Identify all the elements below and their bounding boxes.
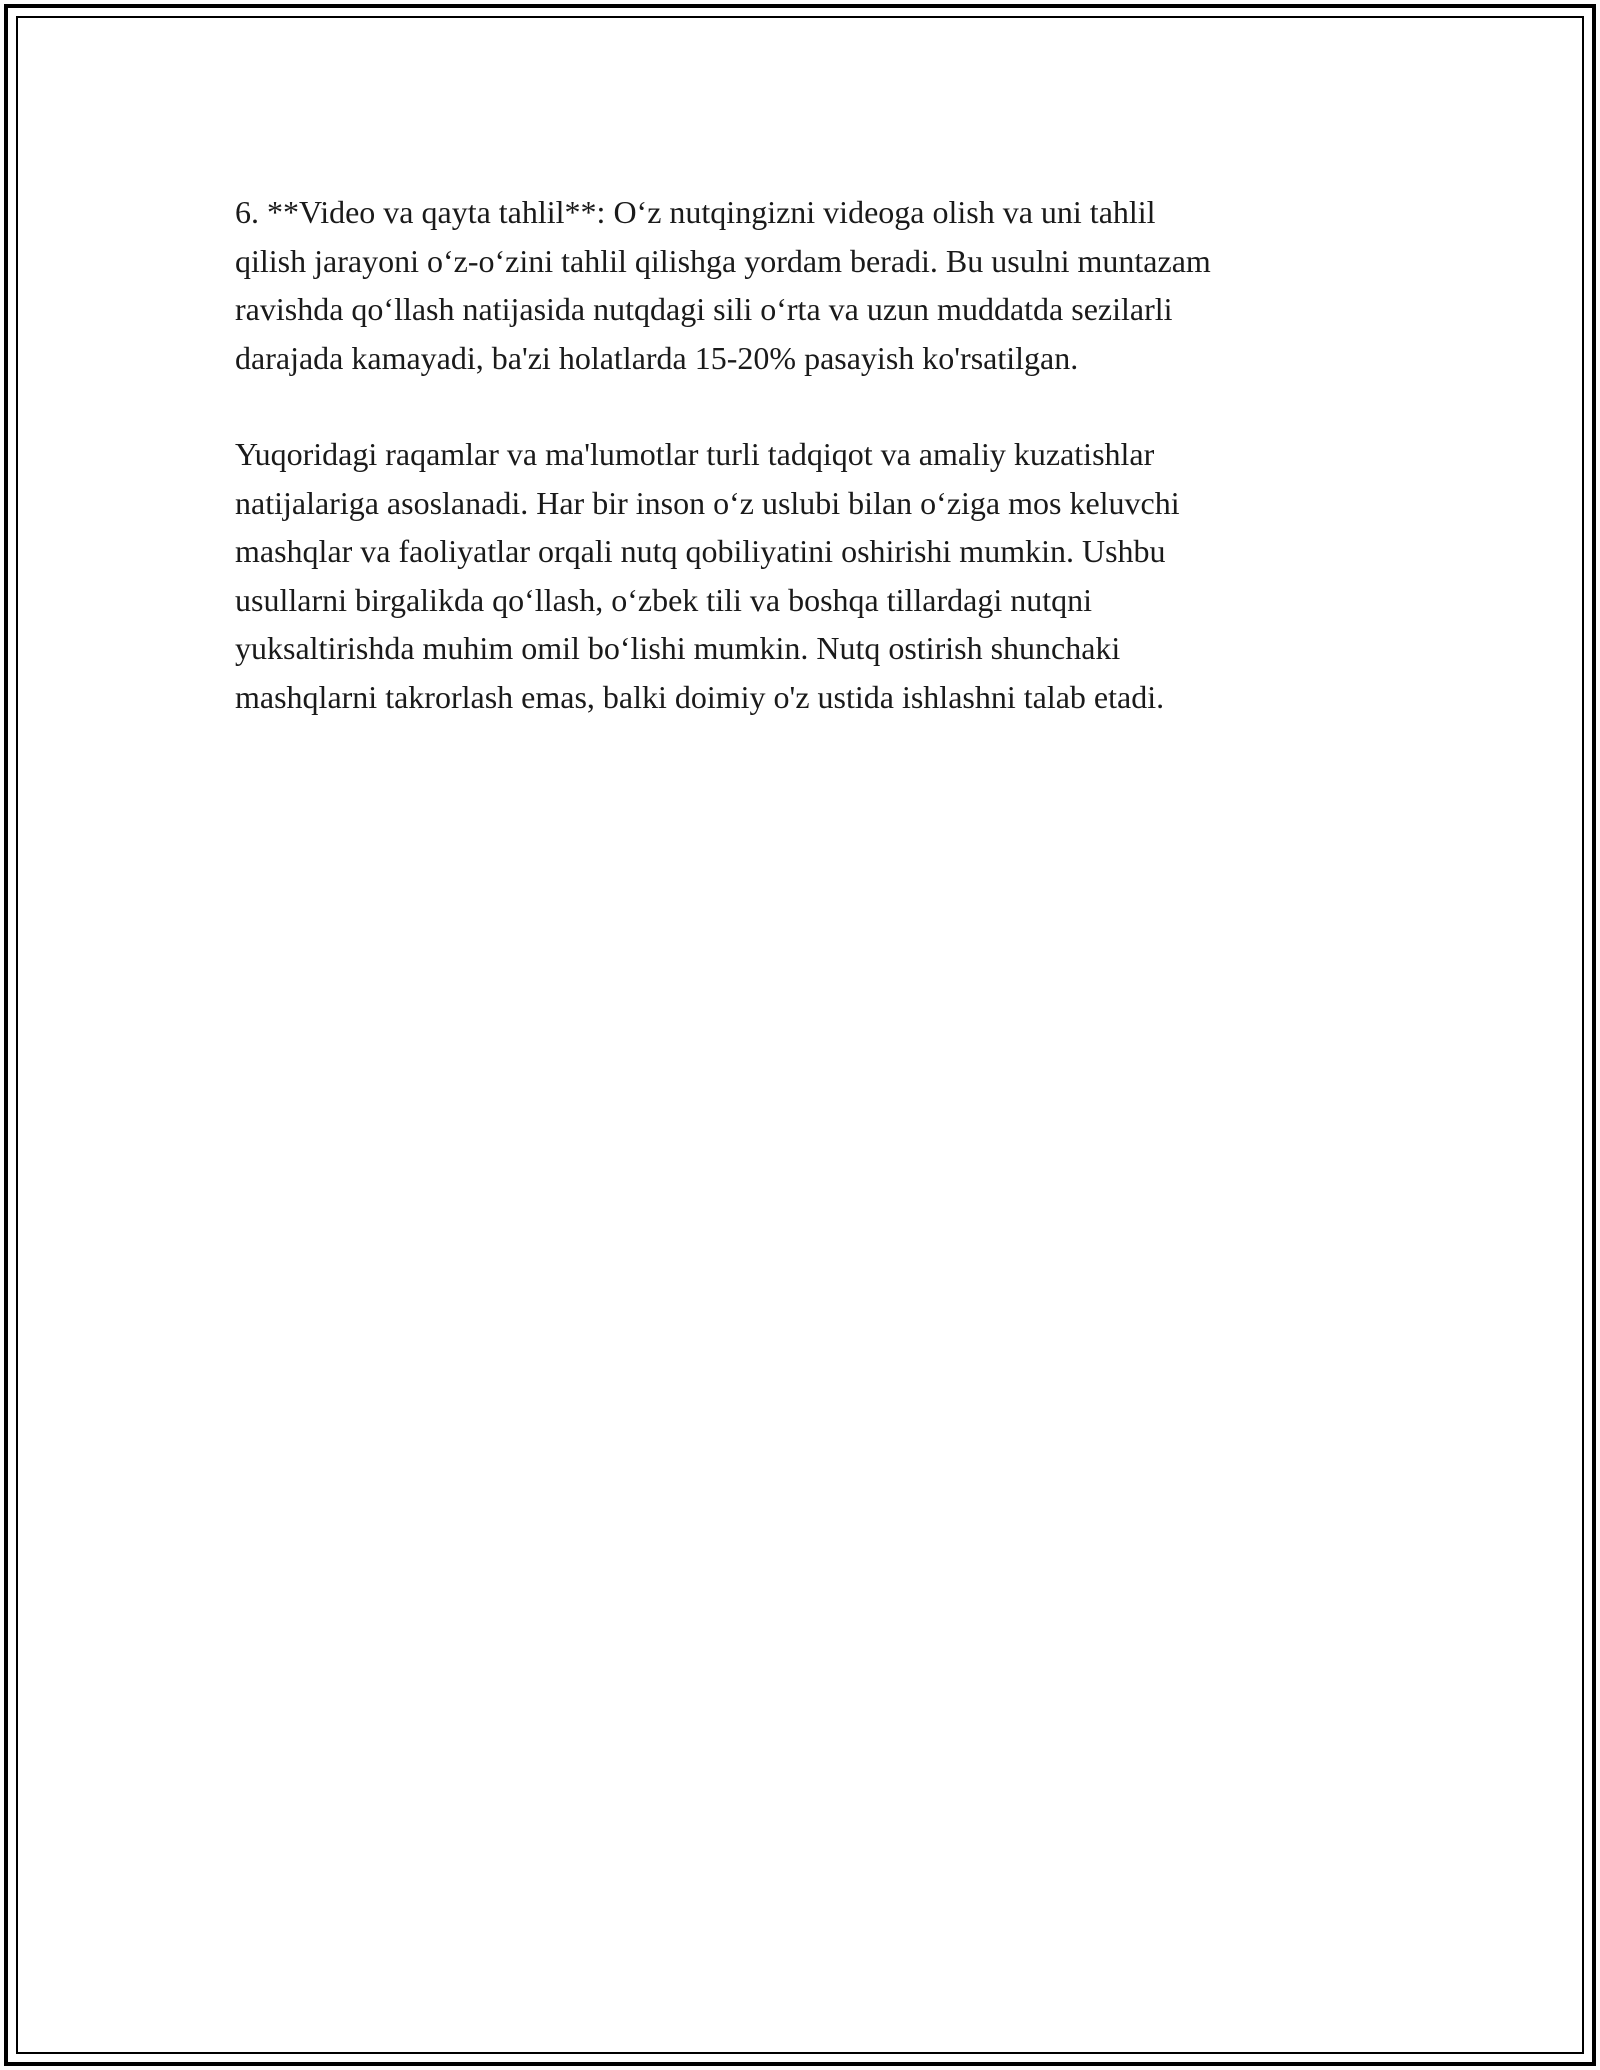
text-line: mashqlar va faoliyatlar orqali nutq qobiliyatini oshirishi mumkin. Ushbu [235, 533, 1166, 569]
text-line: natijalariga asoslanadi. Har bir inson o‘z uslubi bilan o‘ziga mos keluvchi [235, 484, 1180, 521]
paragraph-conclusion [235, 430, 1375, 721]
text-line: usullarni birgalikda qo‘llash, o‘zbek tili va boshqa tillardagi nutqni [235, 581, 1093, 618]
document-body [235, 188, 1375, 721]
text-line: Yuqoridagi raqamlar va ma'lumotlar turli tadqiqot va amaliy kuzatishlar [235, 436, 1155, 472]
text-line: ravishda qo‘llash natijasida nutqdagi sili o‘rta va uzun muddatda sezilarli [235, 291, 1173, 327]
text-line: yuksaltirishda muhim omil bo‘lishi mumkin. Nutq ostirish shunchaki [235, 630, 1121, 666]
paragraph-video-analysis [235, 188, 1375, 382]
text-line: mashqlarni takrorlash emas, balki doimiy o'z ustida ishlashni talab etadi. [235, 678, 1165, 715]
text-line: 6. **Video va qayta tahlil**: O‘z nutqingizni videoga olish va uni tahlil [235, 194, 1156, 230]
text-line: qilish jarayoni o‘z-o‘zini tahlil qilishga yordam beradi. Bu usulni muntazam [235, 242, 1211, 279]
text-line: darajada kamayadi, ba'zi holatlarda 15-20% pasayish ko'rsatilgan. [235, 339, 1079, 376]
